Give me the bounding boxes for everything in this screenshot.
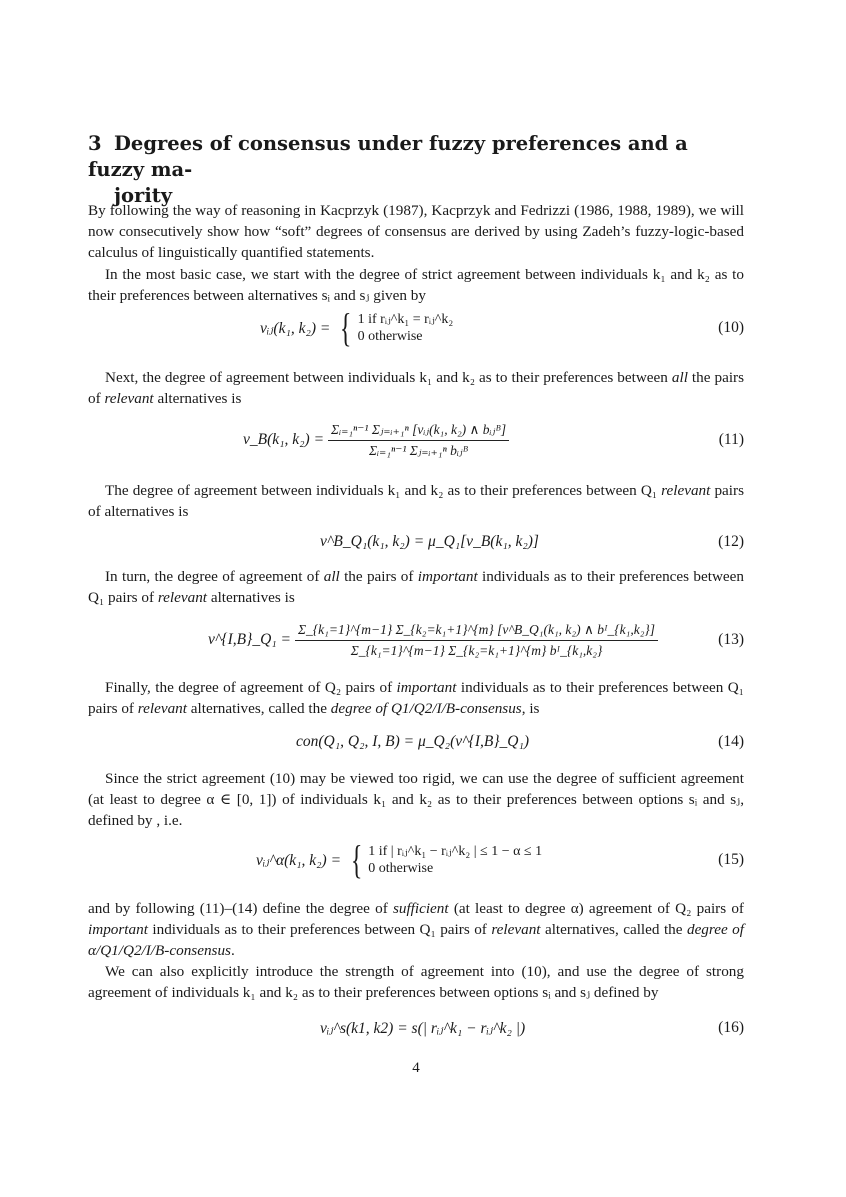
paragraph-alpha-consensus	[88, 898, 744, 961]
emphasis: degree of α/Q1/Q2/I/B-consensus	[88, 921, 744, 959]
paragraph-q1-relevant	[88, 480, 744, 522]
left-brace: {	[350, 837, 363, 882]
page-number: 4	[412, 1060, 420, 1076]
text: pairs of alternatives is	[88, 482, 744, 520]
eq13-numerator: Σ_{k₁=1}^{m−1} Σ_{k₂=k₁+1}^{m} [v^B_Q₁(k₁, k₂) ∧ bᴵ_{k₁,k₂}]	[295, 622, 658, 641]
equation-number: (14)	[718, 733, 744, 750]
text: , is	[521, 700, 540, 717]
paragraph-agreement-all-pairs	[88, 367, 744, 409]
eq13-denominator: Σ_{k₁=1}^{m−1} Σ_{k₂=k₁+1}^{m} bᴵ_{k₁,k₂}	[350, 642, 603, 658]
text: alternatives, called the	[186, 700, 331, 717]
eq11-lhs: v_B(k₁, k₂) =	[243, 431, 325, 448]
eq15-case1: 1 if | rᵢⱼ^k₁ − rᵢⱼ^k₂ | ≤ 1 − α ≤ 1	[368, 844, 543, 859]
emphasis: relevant	[157, 589, 208, 606]
emphasis: sufficient	[392, 900, 449, 917]
paragraph-intro: By following the way of reasoning in Kacprzyk (1987), Kacprzyk and Fedrizzi (1986, 1988, 1989), we will now consecutively show how “soft” degrees of consensus are derived by using Zadeh’s fuzzy-logic-based calculus of linguistically quantified statements.	[88, 202, 744, 261]
text: and by following (11)–(14) define the degree of	[88, 900, 393, 917]
eq11-numerator: Σᵢ₌₁ⁿ⁻¹ Σⱼ₌ᵢ₊₁ⁿ [vᵢⱼ(k₁, k₂) ∧ bᵢⱼᴮ]	[328, 422, 509, 441]
eq12-text: v^B_Q₁(k₁, k₂) = μ_Q₁[v_B(k₁, k₂)]	[320, 533, 539, 550]
text: Next, the degree of agreement between individuals k₁ and k₂ as to their preferences between	[105, 369, 672, 386]
emphasis: relevant	[104, 390, 154, 407]
equation-number: (11)	[718, 431, 744, 448]
equation-12	[88, 522, 744, 562]
equation-14	[88, 722, 744, 762]
text: individuals as to their preferences between Q₁ pairs of	[147, 921, 492, 938]
equation-number: (13)	[718, 631, 744, 648]
equation-10	[88, 305, 744, 350]
section-title-line2: jority	[114, 184, 173, 207]
text: the pairs of	[339, 568, 418, 585]
paragraph-sufficient-agreement: Since the strict agreement (10) may be viewed too rigid, we can use the degree of sufficient agreement (at least to degree α ∈ [0, 1]) of individuals k₁ and k₂ as to their preferences between options sᵢ and sⱼ, defined by , i.e.	[88, 770, 744, 829]
equation-13	[88, 620, 744, 660]
equation-number: (12)	[718, 533, 744, 550]
text: Finally, the degree of agreement of Q₂ pairs of	[105, 679, 397, 696]
text: .	[230, 942, 235, 959]
paragraph-important-individuals	[88, 566, 744, 608]
text: individuals as to their preferences between Q₁ pairs of	[88, 679, 744, 717]
eq11-denominator: Σᵢ₌₁ⁿ⁻¹ Σⱼ₌ᵢ₊₁ⁿ bᵢⱼᴮ	[369, 442, 469, 458]
equation-11	[88, 420, 744, 460]
equation-15	[88, 837, 744, 882]
emphasis: degree of Q1/Q2/I/B-consensus	[330, 700, 522, 717]
paragraph-strong-agreement: We can also explicitly introduce the strength of agreement into (10), and use the degree of strong agreement of individuals k₁ and k₂ as to their preferences between options sᵢ and sⱼ defined by	[88, 963, 744, 1001]
text: The degree of agreement between individuals k₁ and k₂ as to their preferences between Q₁	[105, 482, 662, 499]
text: alternatives is	[153, 390, 242, 407]
text: alternatives, called the	[540, 921, 687, 938]
equation-number: (16)	[718, 1019, 744, 1036]
eq13-lhs: v^{I,B}_Q₁ =	[208, 631, 291, 648]
text: In turn, the degree of agreement of	[105, 568, 324, 585]
equation-number: (10)	[718, 319, 744, 336]
equation-16	[88, 1008, 744, 1048]
text: individuals as to their preferences between Q₁ pairs of	[88, 568, 744, 606]
eq16-text: vᵢⱼ^s(k1, k2) = s(| rᵢⱼ^k₁ − rᵢⱼ^k₂ |)	[320, 1019, 526, 1037]
emphasis: relevant	[661, 482, 711, 499]
emphasis: relevant	[137, 700, 187, 717]
eq10-case2: 0 otherwise	[357, 329, 423, 344]
eq10-lhs: vᵢⱼ(k₁, k₂) =	[260, 319, 331, 337]
eq15-case2: 0 otherwise	[368, 861, 434, 876]
section-heading	[88, 131, 748, 209]
eq10-case1: 1 if rᵢⱼ^k₁ = rᵢⱼ^k₂	[357, 312, 454, 327]
section-title-line1: Degrees of consensus under fuzzy preferences and a fuzzy ma-	[88, 132, 688, 181]
emphasis: relevant	[491, 921, 541, 938]
emphasis: all	[323, 568, 340, 585]
eq11-fraction	[328, 422, 509, 459]
equation-number: (15)	[718, 851, 744, 868]
paragraph-strict-agreement: In the most basic case, we start with the degree of strict agreement between individuals k₁ and k₂ as to their preferences between alternatives sᵢ and sⱼ given by	[88, 266, 744, 304]
left-brace: {	[340, 305, 352, 350]
text: the pairs of	[88, 369, 745, 407]
emphasis: important	[417, 568, 478, 585]
eq13-fraction	[295, 622, 658, 659]
section-number: 3	[88, 132, 102, 155]
paragraph-q1q2-consensus	[88, 677, 744, 719]
eq10-cases	[336, 305, 454, 350]
eq15-lhs: vᵢⱼ^α(k₁, k₂) =	[256, 851, 342, 869]
eq15-cases	[347, 837, 543, 882]
emphasis: important	[396, 679, 457, 696]
emphasis: all	[671, 369, 688, 386]
text: (at least to degree α) agreement of Q₂ pairs of	[448, 900, 744, 917]
eq14-text: con(Q₁, Q₂, I, B) = μ_Q₂(v^{I,B}_Q₁)	[296, 733, 530, 750]
text: alternatives is	[207, 589, 295, 606]
emphasis: important	[88, 921, 148, 938]
